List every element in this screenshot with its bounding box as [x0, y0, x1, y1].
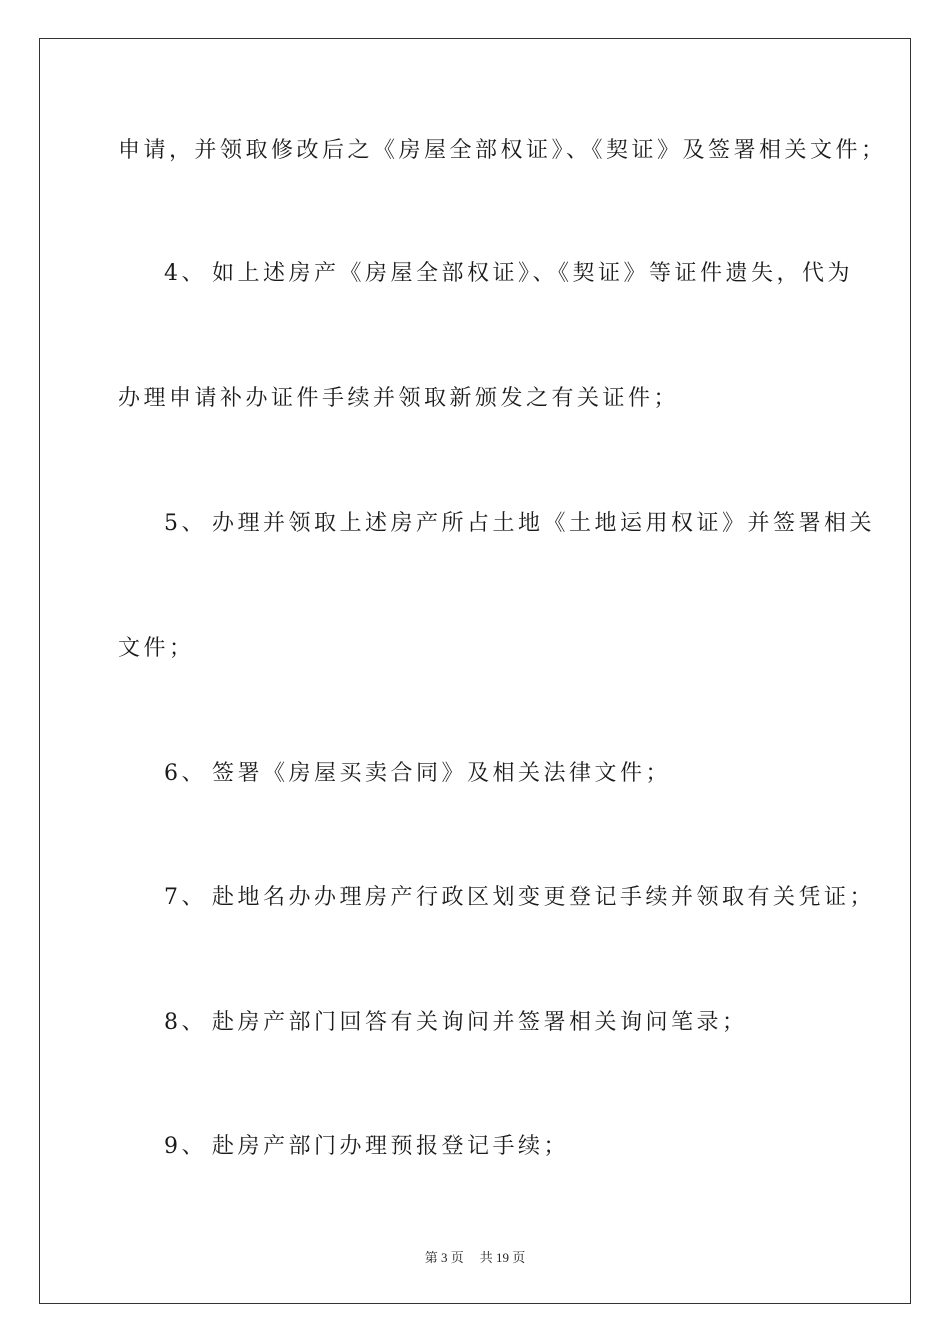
list-item-7 [164, 883, 875, 913]
total-pages: 共 19 页 [479, 1250, 526, 1265]
page-footer [0, 1247, 950, 1266]
item-text: 赴地名办办理房产行政区划变更登记手续并领取有关凭证； [212, 885, 876, 910]
line-text: 办理申请补办证件手续并领取新颁发之有关证件； [118, 386, 680, 411]
item-number: 6、 [164, 761, 207, 786]
item-number: 4、 [164, 261, 207, 286]
list-item-5 [164, 509, 875, 539]
item-number: 8、 [164, 1010, 207, 1035]
paragraph-line [118, 384, 679, 414]
item-number: 5、 [164, 511, 207, 536]
page-number: 第 3 页 [424, 1250, 464, 1265]
list-item-8 [164, 1008, 748, 1038]
list-item-6 [164, 759, 671, 789]
item-number: 9、 [164, 1134, 207, 1159]
item-text: 赴房产部门办理预报登记手续； [212, 1134, 570, 1159]
list-item-4 [164, 259, 853, 289]
item-number: 7、 [164, 885, 207, 910]
line-text: 申请，并领取修改后之《房屋全部权证》、《契证》及签署相关文件； [118, 138, 887, 163]
paragraph-line [118, 136, 887, 166]
item-text: 如上述房产《房屋全部权证》、《契证》等证件遗失，代为 [212, 261, 854, 286]
item-text: 办理并领取上述房产所占土地《土地运用权证》并签署相关 [212, 511, 876, 536]
list-item-9 [164, 1132, 569, 1162]
paragraph-line [118, 634, 195, 664]
item-text: 签署《房屋买卖合同》及相关法律文件； [212, 761, 672, 786]
line-text: 文件； [118, 636, 195, 661]
item-text: 赴房产部门回答有关询问并签署相关询问笔录； [212, 1010, 748, 1035]
page-border [39, 38, 911, 1304]
